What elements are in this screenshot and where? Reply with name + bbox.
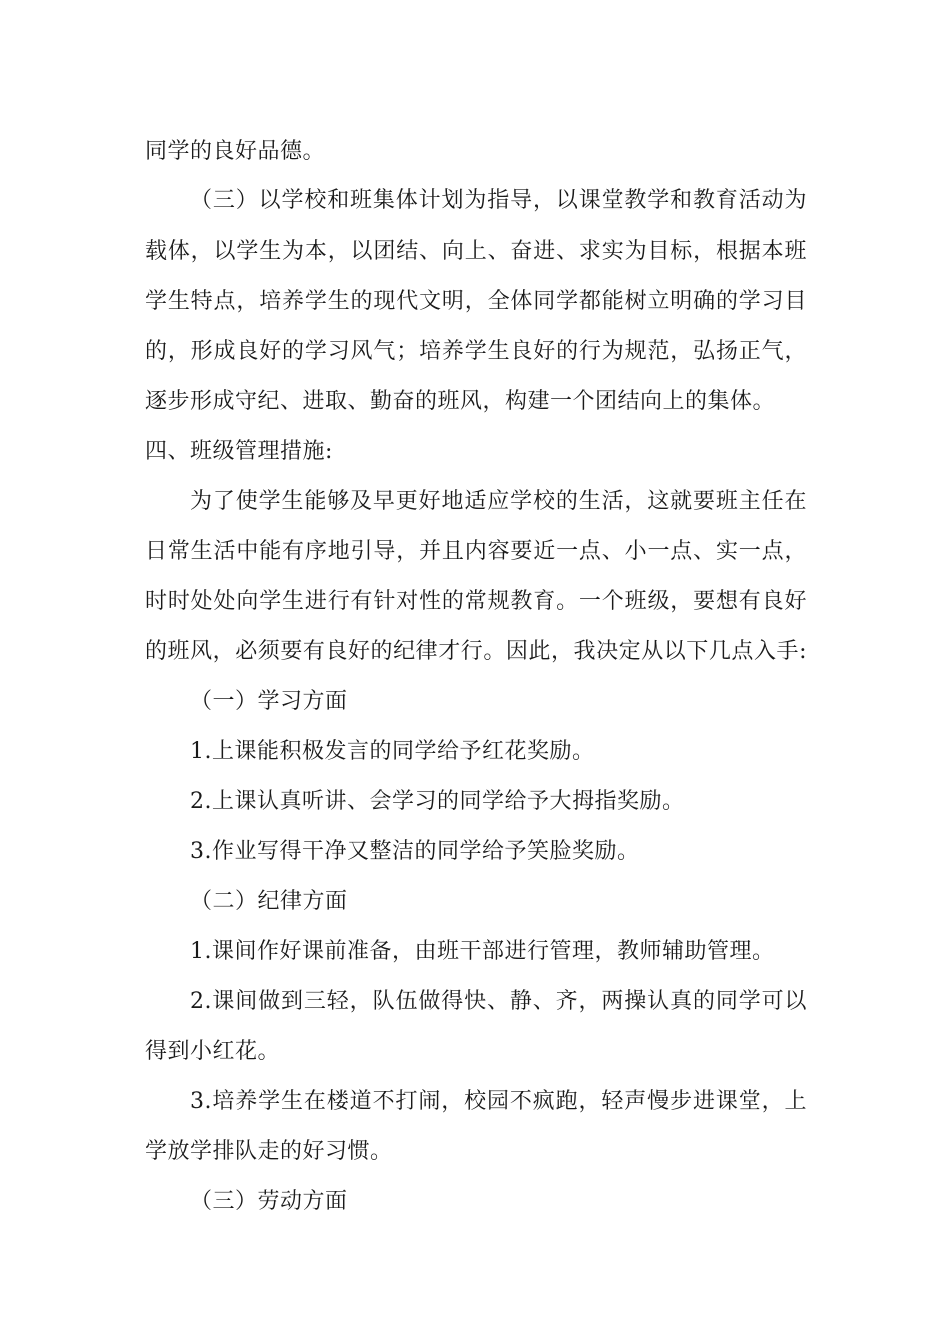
- list-item: 1.课间作好课前准备，由班干部进行管理，教师辅助管理。: [190, 939, 775, 964]
- paragraph-line: 日常生活中能有序地引导，并且内容要近一点、小一点、实一点，: [145, 539, 807, 564]
- subsection-heading: （二）纪律方面: [190, 889, 348, 914]
- paragraph-line: 逐步形成守纪、进取、勤奋的班风，构建一个团结向上的集体。: [145, 389, 776, 414]
- list-item-continuation: 学放学排队走的好习惯。: [145, 1139, 393, 1164]
- list-item: 2.课间做到三轻，队伍做得快、静、齐，两操认真的同学可以: [190, 989, 807, 1014]
- list-item: 3.培养学生在楼道不打闹，校园不疯跑，轻声慢步进课堂，上: [190, 1089, 807, 1114]
- section-heading: 四、班级管理措施:: [145, 439, 333, 464]
- subsection-heading: （三）劳动方面: [190, 1189, 348, 1214]
- paragraph-line: （三）以学校和班集体计划为指导，以课堂教学和教育活动为: [190, 188, 807, 213]
- list-item: 3.作业写得干净又整洁的同学给予笑脸奖励。: [190, 839, 640, 864]
- paragraph-line: 载体，以学生为本，以团结、向上、奋进、求实为目标，根据本班: [145, 239, 807, 264]
- list-item: 2.上课认真听讲、会学习的同学给予大拇指奖励。: [190, 789, 685, 814]
- paragraph-line: 的班风，必须要有良好的纪律才行。因此，我决定从以下几点入手:: [145, 639, 807, 664]
- paragraph-line: 的，形成良好的学习风气；培养学生良好的行为规范，弘扬正气，: [145, 339, 807, 364]
- paragraph-line: 学生特点，培养学生的现代文明，全体同学都能树立明确的学习目: [145, 289, 807, 314]
- paragraph-line: 时时处处向学生进行有针对性的常规教育。一个班级，要想有良好: [145, 589, 807, 614]
- paragraph-line: 同学的良好品德。: [145, 139, 326, 164]
- paragraph-line: 为了使学生能够及早更好地适应学校的生活，这就要班主任在: [190, 489, 807, 514]
- list-item-continuation: 得到小红花。: [145, 1039, 281, 1064]
- list-item: 1.上课能积极发言的同学给予红花奖励。: [190, 739, 595, 764]
- subsection-heading: （一）学习方面: [190, 689, 348, 714]
